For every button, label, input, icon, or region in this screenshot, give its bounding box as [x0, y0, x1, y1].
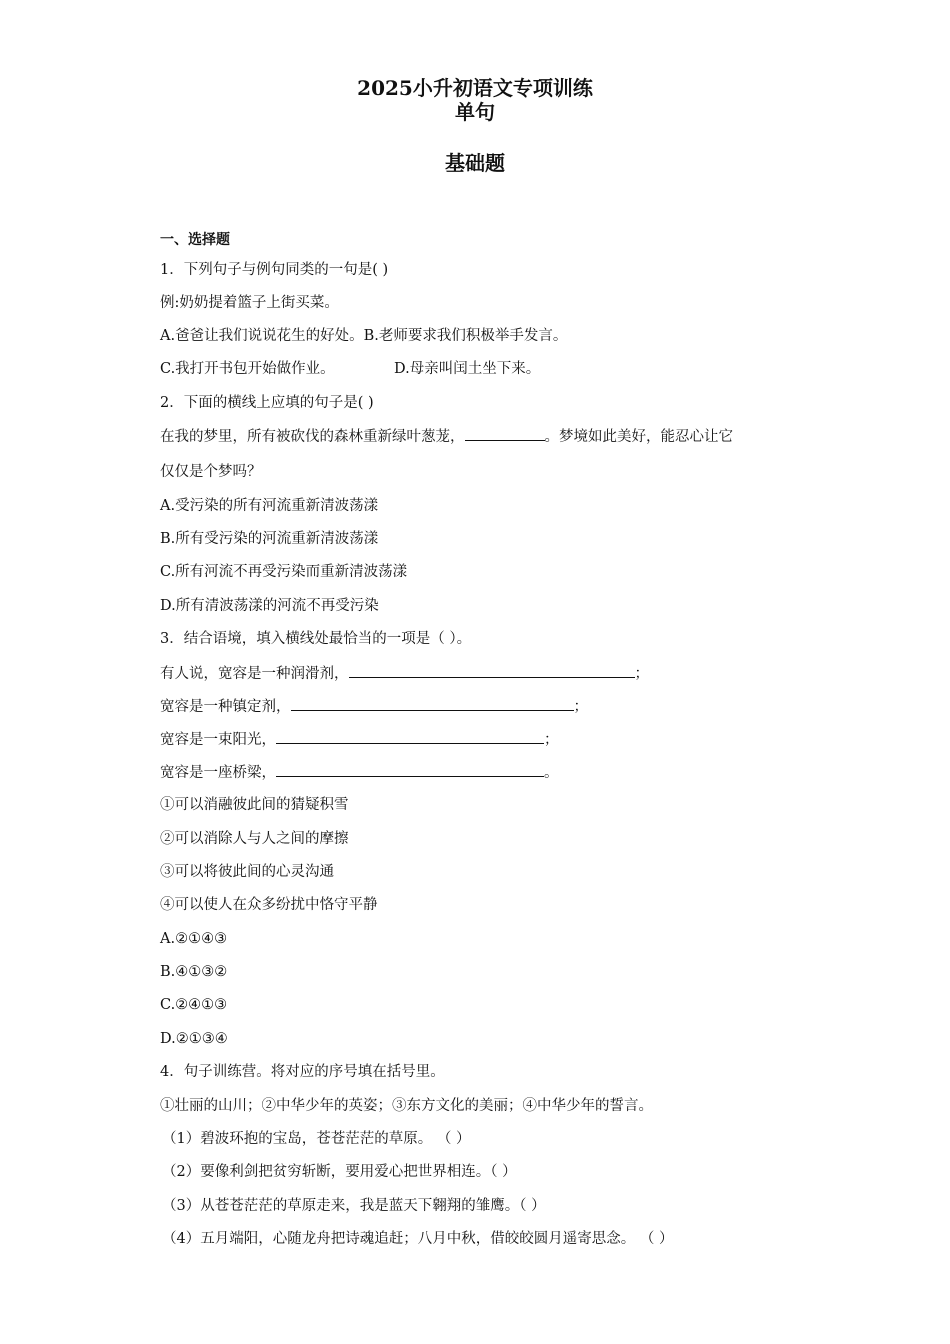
q2-option-b: B.所有受污染的河流重新清波荡漾 — [160, 531, 379, 547]
q3-line-text: 有人说，宽容是一种润滑剂， — [160, 666, 349, 682]
q3-option-d: D.②①③④ — [160, 1031, 228, 1047]
q3-option-c: C.②④①③ — [160, 997, 228, 1013]
q2-option-c: C.所有河流不再受污染而重新清波荡漾 — [160, 564, 408, 580]
q3-blank — [276, 729, 544, 744]
q2-option-d: D.所有清波荡漾的河流不再受污染 — [160, 598, 379, 614]
q4-sub-question: （4）五月端阳，心随龙舟把诗魂追赶；八月中秋，借皎皎圆月遥寄思念。 （ ） — [162, 1231, 674, 1247]
q4-stem: 4．句子训练营。将对应的序号填在括号里。 — [160, 1064, 445, 1080]
q3-line-text: 宽容是一座桥梁， — [160, 765, 276, 781]
q2-stem: 2．下面的横线上应填的句子是( ) — [160, 395, 374, 411]
q2-passage-line2: 仅仅是个梦吗？ — [160, 464, 262, 480]
q3-blank — [291, 696, 574, 711]
q3-line-text: 宽容是一种镇定剂， — [160, 699, 291, 715]
doc-title: 2025小升初语文专项训练 — [357, 76, 593, 100]
q3-passage-line — [160, 696, 588, 717]
q3-passage-line — [160, 729, 559, 750]
q3-line-end: 。 — [544, 765, 559, 781]
q3-option-b: B.④①③② — [160, 964, 228, 980]
q2-text-after: 。梦境如此美好，能忍心让它 — [544, 429, 733, 445]
q4-sub-question: （2）要像利剑把贫穷斩断，要用爱心把世界相连。（ ） — [162, 1164, 517, 1180]
doc-subtitle: 单句 — [455, 100, 495, 124]
q3-line-end: ； — [573, 699, 588, 715]
q4-choices: ①壮丽的山川；②中华少年的英姿；③东方文化的美丽；④中华少年的誓言。 — [160, 1098, 653, 1114]
q3-item: ③可以将彼此间的心灵沟通 — [160, 864, 334, 880]
q3-line-end: ； — [634, 666, 649, 682]
q3-option-a: A.②①④③ — [160, 931, 228, 947]
section-heading: 一、选择题 — [160, 232, 230, 248]
q3-item: ①可以消融彼此间的猜疑积雪 — [160, 797, 349, 813]
q4-sub-question: （3）从苍苍茫茫的草原走来，我是蓝天下翱翔的雏鹰。（ ） — [162, 1198, 546, 1214]
q4-sub-question: （1）碧波环抱的宝岛，苍苍茫茫的草原。 （ ） — [162, 1131, 471, 1147]
doc-level-heading: 基础题 — [445, 151, 505, 175]
q3-passage-line — [160, 663, 649, 684]
q3-blank — [276, 762, 544, 777]
q1-example: 例:奶奶提着篮子上街买菜。 — [160, 295, 339, 311]
q1-option-c: C.我打开书包开始做作业。 — [160, 361, 335, 377]
q1-option-d: D.母亲叫闰土坐下来。 — [394, 361, 541, 377]
q1-options-ab: A.爸爸让我们说说花生的好处。B.老师要求我们积极举手发言。 — [160, 328, 568, 344]
q3-passage-line — [160, 762, 559, 783]
q3-blank — [349, 663, 635, 678]
q2-blank — [465, 426, 545, 441]
q3-line-end: ； — [544, 732, 559, 748]
q1-stem: 1．下列句子与例句同类的一句是( ) — [160, 262, 389, 278]
q3-line-text: 宽容是一束阳光， — [160, 732, 276, 748]
q2-passage-line1 — [160, 426, 733, 447]
q3-item: ④可以使人在众多纷扰中恪守平静 — [160, 897, 378, 913]
q2-option-a: A.受污染的所有河流重新清波荡漾 — [160, 498, 379, 514]
q2-text-before: 在我的梦里，所有被砍伐的森林重新绿叶葱茏， — [160, 429, 465, 445]
q3-stem: 3．结合语境，填入横线处最恰当的一项是（ ）。 — [160, 631, 472, 647]
q3-item: ②可以消除人与人之间的摩擦 — [160, 831, 349, 847]
